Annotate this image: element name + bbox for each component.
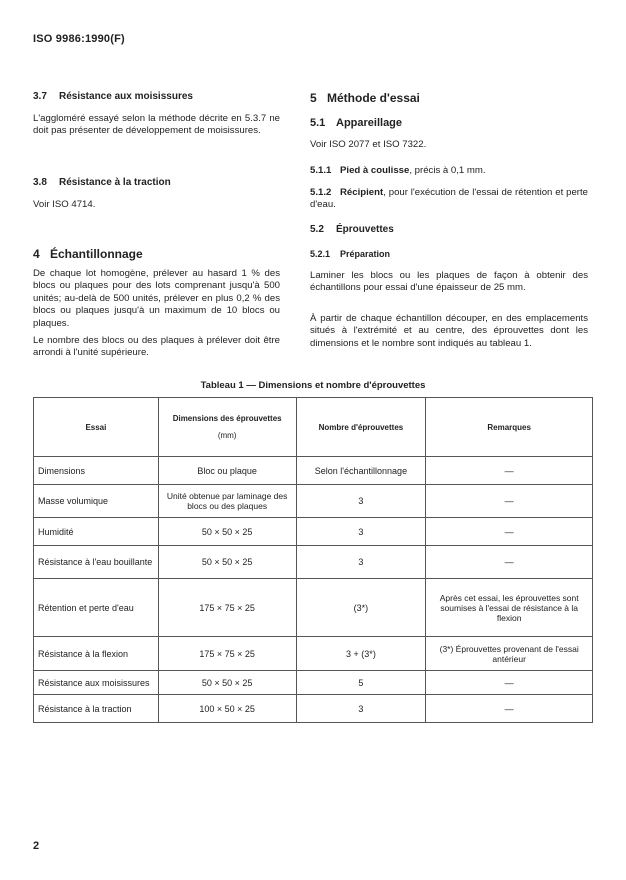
cell-remarques: (3*) Éprouvettes provenant de l'essai antérieur <box>426 637 593 671</box>
page-number: 2 <box>33 840 40 852</box>
paragraph-5-1: Voir ISO 2077 et ISO 7322. <box>310 139 427 150</box>
cell-dim: 175 × 75 × 25 <box>158 579 296 637</box>
cell-nombre: 3 <box>296 485 426 518</box>
section-number: 5.2.1 <box>310 249 331 259</box>
cell-dim: 50 × 50 × 25 <box>158 671 296 695</box>
cell-dim: 100 × 50 × 25 <box>158 695 296 723</box>
section-title: Éprouvettes <box>336 224 394 235</box>
cell-dim: Unité obtenue par laminage des blocs ou des plaques <box>158 485 296 518</box>
header-essai: Essai <box>34 398 159 457</box>
section-title: Méthode d'essai <box>327 91 420 105</box>
cell-nombre: Selon l'échantillonnage <box>296 457 426 485</box>
paragraph-5-1-1 <box>310 165 588 177</box>
table-row <box>34 637 593 671</box>
header-dim-unit: (mm) <box>217 431 237 440</box>
table-caption: Tableau 1 — Dimensions et nombre d'éprouvettes <box>200 380 426 391</box>
paragraph-5-1-2 <box>310 187 588 212</box>
cell-dim: Bloc ou plaque <box>158 457 296 485</box>
cell-essai: Dimensions <box>34 457 159 485</box>
cell-nombre: 3 + (3*) <box>296 637 426 671</box>
cell-nombre: 5 <box>296 671 426 695</box>
cell-nombre: (3*) <box>296 579 426 637</box>
heading-5-2-1 <box>310 249 390 259</box>
header-dimensions <box>158 398 296 457</box>
cell-essai: Résistance à l'eau bouillante <box>34 546 159 579</box>
cell-remarques: — <box>426 485 593 518</box>
table-row <box>34 579 593 637</box>
section-title: Pied à coulisse <box>340 165 410 176</box>
heading-5-2 <box>310 224 394 235</box>
cell-essai: Résistance à la traction <box>34 695 159 723</box>
cell-remarques: — <box>426 457 593 485</box>
cell-nombre: 3 <box>296 546 426 579</box>
table-row <box>34 546 593 579</box>
section-number: 4 <box>33 247 40 261</box>
section-text: , précis à 0,1 mm. <box>409 165 486 176</box>
document-id: ISO 9986:1990(F) <box>33 33 125 45</box>
heading-5 <box>310 91 420 105</box>
section-number: 3.7 <box>33 91 47 102</box>
cell-nombre: 3 <box>296 518 426 546</box>
section-number: 5 <box>310 91 317 105</box>
cell-remarques: — <box>426 695 593 723</box>
heading-3-8 <box>33 177 171 188</box>
heading-3-7 <box>33 91 193 102</box>
cell-remarques: — <box>426 671 593 695</box>
section-title: Résistance aux moisissures <box>59 91 193 102</box>
table-row <box>34 671 593 695</box>
section-title: Récipient <box>340 187 384 198</box>
paragraph-3-7: L'aggloméré essayé selon la méthode décrite en 5.3.7 ne doit pas présenter de développement de moisissures. <box>33 113 280 137</box>
header-dim-label: Dimensions des éprouvettes <box>172 414 282 423</box>
heading-5-1 <box>310 117 402 129</box>
paragraph-4-1: De chaque lot homogène, prélever au hasard 1 % des blocs ou plaques pour des lots comprenant jusqu'à 500 unités; au-delà de 500 unités, prélever en plus 0,2 % des blocs ou plaques jusqu'à un maximum de 10 blocs ou plaques. <box>33 268 280 329</box>
header-nombre: Nombre d'éprouvettes <box>296 398 426 457</box>
cell-remarques: — <box>426 546 593 579</box>
section-number: 5.1 <box>310 117 326 129</box>
table-1 <box>33 397 593 723</box>
table-row <box>34 457 593 485</box>
cell-essai: Masse volumique <box>34 485 159 518</box>
paragraph-3-8: Voir ISO 4714. <box>33 199 96 210</box>
heading-4 <box>33 247 143 261</box>
section-number: 3.8 <box>33 177 47 188</box>
cell-nombre: 3 <box>296 695 426 723</box>
header-remarques: Remarques <box>426 398 593 457</box>
section-number: 5.1.1 <box>310 165 332 176</box>
cell-remarques: Après cet essai, les éprouvettes sont soumises à l'essai de résistance à la flexion <box>426 579 593 637</box>
cell-dim: 50 × 50 × 25 <box>158 518 296 546</box>
cell-dim: 175 × 75 × 25 <box>158 637 296 671</box>
paragraph-4-2: Le nombre des blocs ou des plaques à prélever doit être arrondi à l'unité supérieure. <box>33 335 280 359</box>
cell-essai: Humidité <box>34 518 159 546</box>
section-text: , pour l'exécution de l'essai de rétention et perte d'eau. <box>310 187 588 211</box>
section-number: 5.2 <box>310 224 324 235</box>
cell-essai: Résistance à la flexion <box>34 637 159 671</box>
section-number: 5.1.2 <box>310 187 332 198</box>
table-header-row <box>34 398 593 457</box>
table-row <box>34 485 593 518</box>
paragraph-5-2-1-a: Laminer les blocs ou les plaques de façon à obtenir des échantillons pour essai d'une épaisseur de 25 mm. <box>310 270 588 294</box>
section-title: Échantillonnage <box>50 247 143 261</box>
cell-dim: 50 × 50 × 25 <box>158 546 296 579</box>
cell-essai: Résistance aux moisissures <box>34 671 159 695</box>
section-title: Préparation <box>340 249 391 259</box>
table-row <box>34 695 593 723</box>
cell-essai: Rétention et perte d'eau <box>34 579 159 637</box>
section-title: Appareillage <box>336 117 403 129</box>
table-row <box>34 518 593 546</box>
cell-remarques: — <box>426 518 593 546</box>
paragraph-5-2-1-b: À partir de chaque échantillon découper, en des emplacements situés à l'extrémité et au centre, des éprouvettes dont les dimensions et le nombre sont indiqués au tableau 1. <box>310 313 588 349</box>
section-title: Résistance à la traction <box>59 177 171 188</box>
